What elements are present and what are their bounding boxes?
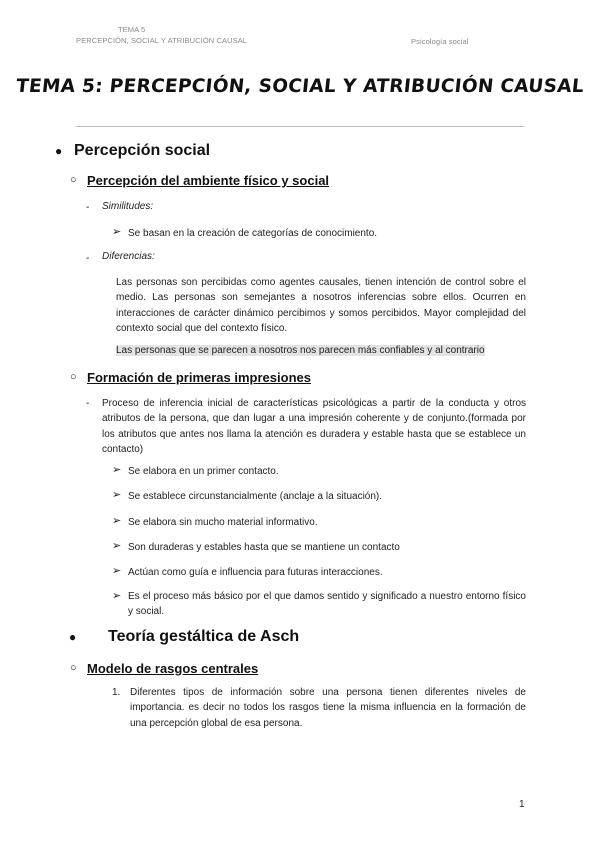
- bullet-circle-icon: ○: [70, 174, 77, 186]
- bullet-dot-icon: ●: [55, 144, 63, 158]
- page-title: TEMA 5: PERCEPCIÓN, SOCIAL Y ATRIBUCIÓN CAUSAL: [14, 76, 586, 97]
- section-heading: Percepción social: [74, 142, 211, 159]
- title-divider: [76, 126, 524, 127]
- header-course: Psicología social: [411, 37, 469, 46]
- page-number: 1: [519, 799, 525, 810]
- list-number: 1.: [112, 687, 121, 698]
- bullet-dot-icon: ●: [69, 630, 77, 644]
- similitudes-item: Se basan en la creación de categorías de conocimiento.: [128, 228, 378, 239]
- bullet-dash-icon: -: [86, 253, 90, 264]
- subsection-heading: Formación de primeras impresiones: [87, 370, 311, 385]
- arrow-bullet-icon: ➢: [112, 515, 122, 527]
- arrow-bullet-icon: ➢: [112, 565, 122, 577]
- arrow-bullet-icon: ➢: [112, 226, 122, 238]
- list-item: Se establece circunstancialmente (anclaje a la situación).: [128, 491, 383, 502]
- similitudes-label: Similitudes:: [102, 201, 154, 212]
- arrow-bullet-icon: ➢: [112, 489, 122, 501]
- highlighted-note: Las personas que se parecen a nosotros nos parecen más confiables y al contrario: [116, 345, 485, 356]
- subsection-heading: Percepción del ambiente físico y social: [87, 173, 330, 188]
- list-item: Actúan como guía e influencia para futuras interacciones.: [128, 567, 383, 578]
- arrow-bullet-icon: ➢: [112, 590, 122, 602]
- list-item: Son duraderas y estables hasta que se mantiene un contacto: [128, 542, 400, 553]
- bullet-circle-icon: ○: [70, 371, 77, 383]
- header-subtitle: PERCEPCIÓN, SOCIAL Y ATRIBUCIÓN CAUSAL: [76, 36, 248, 45]
- subsection-heading: Modelo de rasgos centrales: [87, 661, 259, 676]
- arrow-bullet-icon: ➢: [112, 540, 122, 552]
- bullet-dash-icon: -: [86, 398, 90, 409]
- bullet-dash-icon: -: [86, 202, 90, 213]
- arrow-bullet-icon: ➢: [112, 464, 122, 476]
- list-item: Se elabora en un primer contacto.: [128, 466, 279, 477]
- list-item: Es el proceso más básico por el que damos sentido y significado a nuestro entorno físico y social.: [128, 591, 526, 618]
- header-topic: TEMA 5: [118, 25, 146, 34]
- list-item: Se elabora sin mucho material informativo.: [128, 517, 318, 528]
- impressions-intro: Proceso de inferencia inicial de características psicológicas a partir de la conducta y otros atributos de la persona, que dan lugar a una impresión coherente y de conjunto.(formada por los atributos que antes nos llama la atención es duradera y estable hasta que se establece un contacto): [102, 398, 526, 455]
- diferencias-paragraph: Las personas son percibidas como agentes causales, tienen intención de control sobre el medio. Las personas son semejantes a nosotros inferencias sobre ellos. Ocurren en interacciones de carácter dinámico percibimos y somos percibidos. Mayor complejidad del contexto social que del contexto físico.: [116, 277, 526, 334]
- bullet-circle-icon: ○: [70, 662, 77, 674]
- numbered-item: Diferentes tipos de información sobre una persona tienen diferentes niveles de importancia. es decir no todos los rasgos tiene la misma influencia en la formación de una percepción global de esa persona.: [130, 687, 526, 729]
- diferencias-label: Diferencias:: [102, 251, 155, 262]
- section-heading: Teoría gestáltica de Asch: [108, 628, 300, 645]
